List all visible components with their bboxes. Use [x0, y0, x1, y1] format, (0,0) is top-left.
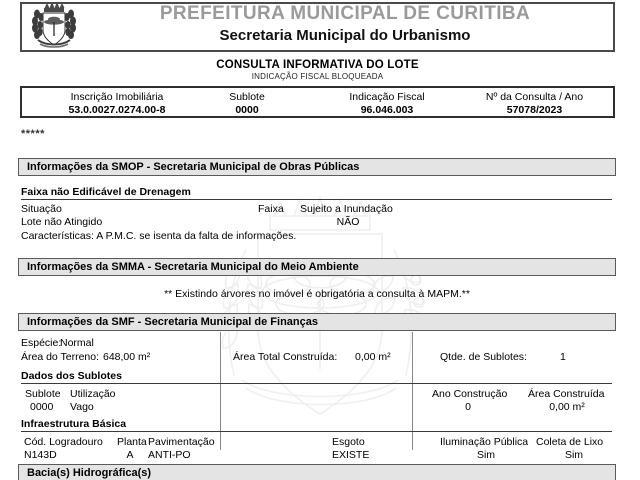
infra-header-coleta-lixo: Coleta de Lixo	[536, 436, 604, 448]
table-row-sublote-value: 0000	[30, 401, 54, 413]
section-banner-label-smma: Informações da SMMA - Secretaria Municipal do Meio Ambiente	[27, 261, 359, 273]
infra-value-cod-logradouro: N143D	[24, 449, 57, 461]
identification-label: Indicação Fiscal	[349, 91, 425, 103]
smf-qtde-sublotes-label: Qtde. de Sublotes:	[440, 351, 527, 363]
smop-row-label-situacao: Situação	[21, 203, 62, 215]
column-separator-left	[220, 332, 221, 450]
smma-note: ** Existindo árvores no imóvel é obrigatória a consulta à MAPM.**	[164, 288, 470, 300]
subheading-faixa-drenagem: Faixa não Edificável de Drenagem	[21, 186, 191, 198]
smop-row-col1-faixa: Faixa	[258, 203, 284, 215]
smf-especie-label: Espécie:	[21, 337, 62, 349]
identification-value: 57078/2023	[506, 104, 563, 116]
infra-header-planta: Planta	[117, 436, 147, 448]
divider-rule	[21, 431, 612, 432]
identification-label: Sublote	[229, 91, 265, 103]
infra-value-planta: A	[126, 449, 134, 461]
identification-column-indicacao-fiscal	[307, 91, 467, 117]
divider-rule	[21, 199, 612, 200]
infra-value-coleta-lixo: Sim	[564, 449, 584, 461]
identification-value: 96.046.003	[360, 104, 414, 116]
sublotes-header-area-construida: Área Construída	[528, 388, 605, 400]
table-row-ano-construcao-value: 0	[465, 401, 471, 413]
divider-rule	[21, 383, 612, 384]
subheading-dados-sublotes: Dados dos Sublotes	[21, 370, 122, 382]
smf-qtde-sublotes-value: 1	[560, 351, 566, 363]
infra-value-pavimentacao: ANTI-PO	[148, 449, 191, 461]
identification-label: Nº da Consulta / Ano	[485, 91, 584, 103]
section-banner-label-smop: Informações da SMOP - Secretaria Municipal de Obras Públicas	[27, 161, 360, 173]
smf-area-construida-label: Área Total Construída:	[233, 351, 338, 363]
section-banner-smf	[18, 313, 616, 331]
identification-value: 53.0.0027.0274.00-8	[68, 104, 166, 116]
infra-value-iluminacao-publica: Sim	[476, 449, 496, 461]
subheading-infraestrutura-basica: Infraestrutura Básica	[21, 418, 127, 430]
sublotes-header-utilizacao: Utilização	[70, 388, 116, 400]
smop-row-col2-nao: NÃO	[336, 216, 360, 228]
identification-label: Inscrição Imobiliária	[70, 91, 164, 103]
smop-characteristics: Características: A P.M.C. se isenta da falta de informações.	[21, 230, 297, 242]
section-banner-label-bacias: Bacia(s) Hidrográfica(s)	[27, 467, 152, 479]
curitiba-coat-of-arms-icon	[26, 2, 82, 50]
column-separator-right	[412, 332, 413, 450]
section-banner-smma	[18, 258, 616, 276]
infra-value-esgoto: EXISTE	[332, 449, 370, 461]
smf-area-terreno-value: 648,00 m²	[103, 351, 151, 363]
identification-value: 0000	[235, 104, 259, 116]
infra-header-cod-logradouro: Cód. Logradouro	[24, 436, 103, 448]
consulta-title: CONSULTA INFORMATIVA DO LOTE	[216, 59, 419, 71]
section-banner-bacias	[18, 464, 616, 480]
page-title: PREFEITURA MUNICIPAL DE CURITIBA	[159, 3, 531, 24]
sublotes-header-ano-construcao: Ano Construção	[432, 388, 508, 400]
smf-especie-value: Normal	[60, 337, 94, 349]
smf-area-terreno-label: Área do Terreno:	[21, 351, 100, 363]
infra-header-iluminacao-publica: Iluminação Pública	[440, 436, 529, 448]
sublotes-header-sublote: Sublote	[25, 388, 61, 400]
smop-row-label-lote-nao-atingido: Lote não Atingido	[21, 216, 103, 228]
smop-row-col2-sujeito-inundacao: Sujeito a Inundação	[300, 203, 393, 215]
identification-column-sublote	[182, 91, 312, 117]
infra-header-esgoto: Esgoto	[332, 436, 365, 448]
smf-area-construida-value: 0,00 m²	[355, 351, 391, 363]
page-subtitle: Secretaria Municipal do Urbanismo	[219, 27, 471, 44]
section-banner-smop	[18, 158, 616, 176]
infra-header-pavimentacao: Pavimentação	[148, 436, 215, 448]
identification-box	[20, 86, 615, 118]
table-row-utilizacao-value: Vago	[70, 401, 94, 413]
asterisk-marker: *****	[21, 128, 45, 140]
section-banner-label-smf: Informações da SMF - Secretaria Municipal de Finanças	[27, 316, 318, 328]
consulta-subtitle: INDICAÇÃO FISCAL BLOQUEADA	[251, 72, 384, 81]
identification-column-consulta-ano	[457, 91, 612, 117]
table-row-area-construida-value: 0,00 m²	[549, 401, 585, 413]
